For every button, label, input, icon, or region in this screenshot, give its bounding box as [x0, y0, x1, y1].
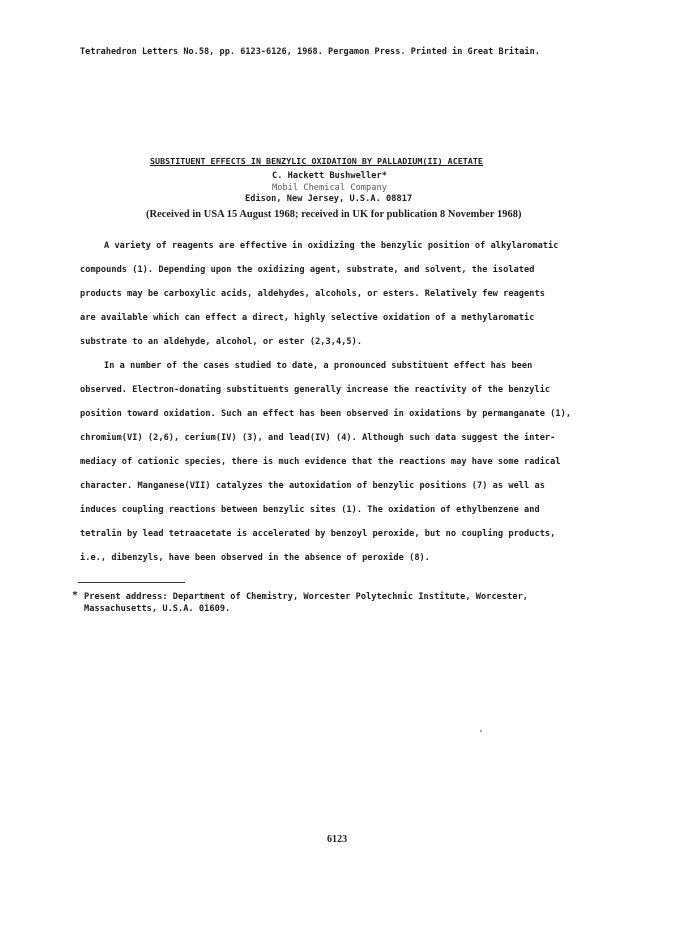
page-number: 6123 — [327, 834, 348, 845]
author-name: C. Hackett Bushweller* — [272, 171, 387, 181]
paragraph-2-line: tetralin by lead tetraacetate is accelerated by benzoyl peroxide, but no coupling products, — [80, 529, 556, 539]
paragraph-2-line: character. Manganese(VII) catalyzes the autoxidation of benzylic positions (7) as well as — [80, 481, 545, 491]
paragraph-1-line: are available which can effect a direct, highly selective oxidation of a methylaromatic — [80, 313, 535, 323]
paragraph-2-line: In a number of the cases studied to date, a pronounced substituent effect has been — [104, 361, 533, 371]
paragraph-2-line: mediacy of cationic species, there is much evidence that the reactions may have some radical — [80, 457, 561, 467]
footnote-marker: * — [72, 590, 79, 601]
paragraph-2-line: chromium(VI) (2,6), cerium(IV) (3), and lead(IV) (4). Although such data suggest the inter- — [80, 433, 556, 443]
paragraph-2-line: i.e., dibenzyls, have been observed in the absence of peroxide (8). — [80, 553, 430, 563]
paragraph-1-line: products may be carboxylic acids, aldehydes, alcohols, or esters. Relatively few reagents — [80, 289, 545, 299]
footnote-line: Massachusetts, U.S.A. 01609. — [84, 604, 231, 614]
paragraph-1-line: A variety of reagents are effective in oxidizing the benzylic position of alkylaromatic — [104, 241, 559, 251]
scan-speck — [480, 730, 482, 732]
journal-citation: Tetrahedron Letters No.58, pp. 6123-6126, 1968. Pergamon Press. Printed in Great Britain. — [80, 47, 540, 57]
author-address: Edison, New Jersey, U.S.A. 08817 — [245, 194, 413, 204]
article-title: SUBSTITUENT EFFECTS IN BENZYLIC OXIDATION BY PALLADIUM(II) ACETATE — [150, 156, 483, 166]
paragraph-2-line: observed. Electron-donating substituents generally increase the reactivity of the benzylic — [80, 385, 551, 395]
paragraph-2-line: induces coupling reactions between benzylic sites (1). The oxidation of ethylbenzene and — [80, 505, 540, 515]
author-affiliation: Mobil Chemical Company — [272, 183, 387, 193]
paragraph-1-line: compounds (1). Depending upon the oxidizing agent, substrate, and solvent, the isolated — [80, 265, 535, 275]
received-dates: (Received in USA 15 August 1968; received in UK for publication 8 November 1968) — [146, 209, 522, 220]
paragraph-2-line: position toward oxidation. Such an effect has been observed in oxidations by permanganate (1), — [80, 409, 572, 419]
footnote-line: Present address: Department of Chemistry, Worcester Polytechnic Institute, Worcester, — [84, 592, 529, 602]
paragraph-1-line: substrate to an aldehyde, alcohol, or ester (2,3,4,5). — [80, 337, 363, 347]
footnote-rule — [78, 582, 185, 583]
